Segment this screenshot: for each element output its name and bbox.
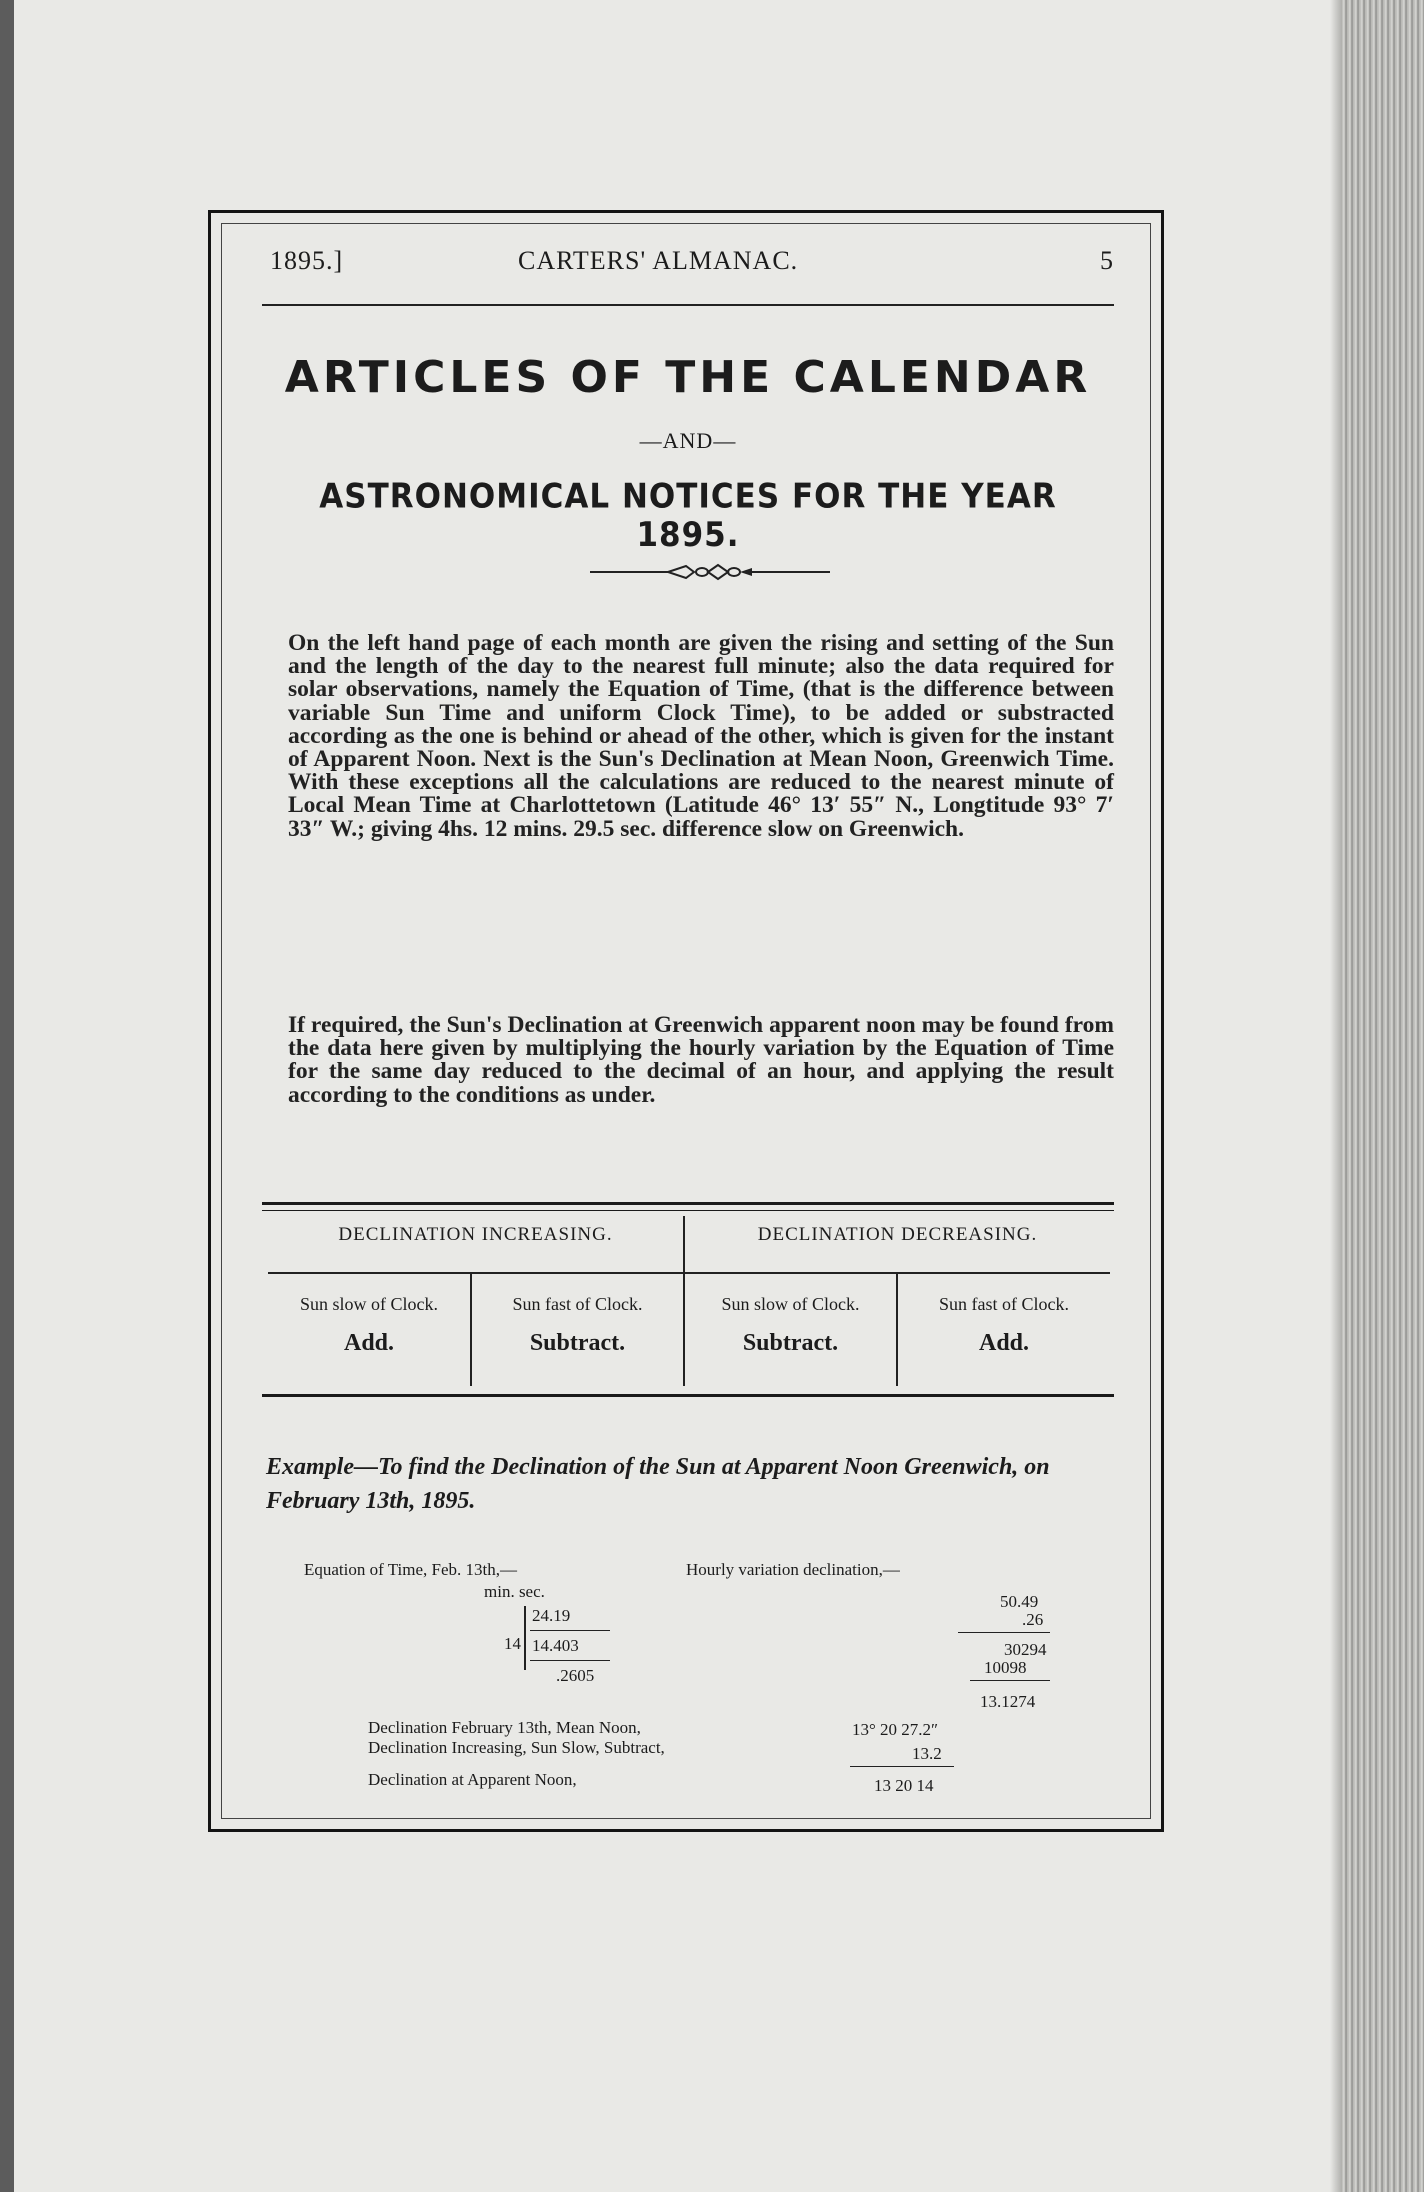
table-heading-rule [268, 1272, 1110, 1274]
multiply-rule-2 [970, 1680, 1050, 1681]
equation-value: 24.19 [532, 1606, 571, 1625]
page-title: ARTICLES OF THE CALENDAR [284, 352, 1092, 403]
partial-product-1: 30294 [1004, 1640, 1047, 1659]
declination-row-label: Declination February 13th, Mean Noon, [368, 1718, 641, 1737]
running-head-year: 1895.] [270, 246, 344, 275]
decreasing-fast-action: Add. [978, 1330, 1030, 1356]
multiply-rule-1 [958, 1632, 1050, 1633]
partial-product-2: 10098 [984, 1658, 1027, 1677]
division-rule-1 [530, 1630, 610, 1631]
ornament-divider-icon [590, 560, 830, 584]
division-rule-2 [530, 1660, 610, 1661]
decreasing-fast-condition: Sun fast of Clock. [939, 1294, 1069, 1314]
decreasing-heading: DECLINATION DECREASING. [757, 1224, 1038, 1245]
increasing-slow-action: Add. [343, 1330, 395, 1356]
increasing-heading: DECLINATION INCREASING. [338, 1224, 613, 1245]
increasing-fast-condition: Sun fast of Clock. [512, 1294, 643, 1314]
example-heading: Example—To find the Declination of the Sun at Apparent Noon Greenwich, on February 13th, 1895. [266, 1454, 1050, 1514]
equation-label: Equation of Time, Feb. 13th,— [304, 1560, 517, 1579]
increasing-fast-action: Subtract. [529, 1330, 626, 1356]
and-line: —AND— [639, 428, 737, 453]
hourly-variation-multiplier: .26 [1022, 1610, 1044, 1629]
decreasing-slow-condition: Sun slow of Clock. [721, 1294, 860, 1314]
hourly-variation-value: 50.49 [1000, 1592, 1039, 1611]
page-number: 5 [1100, 246, 1114, 275]
equation-quotient: 14.403 [532, 1636, 579, 1655]
page-subtitle: ASTRONOMICAL NOTICES FOR THE YEAR 1895. [319, 477, 1057, 555]
header-rule [262, 304, 1114, 306]
declination-row-value: 13 20 14 [874, 1776, 934, 1795]
declination-row-value: 13.2 [912, 1744, 942, 1763]
method-paragraph: If required, the Sun's Declination at Greenwich apparent noon may be found from the data here given by multiplying the hourly variation by the Equation of Time for the same day reduced to the decimal of an hour, and applying the result according to the conditions as under. [288, 1012, 1114, 1108]
book-spine-edge [0, 0, 14, 2192]
hourly-variation-result: 13.1274 [980, 1692, 1036, 1711]
divisor: 14 [504, 1634, 521, 1653]
table-bottom-rule [262, 1394, 1114, 1397]
table-top-rule [262, 1202, 1114, 1205]
intro-paragraph: On the left hand page of each month are given the rising and setting of the Sun and the length of the day to the nearest full minute; also the data required for solar observations, namely the Equation of Time, (that is the difference between variable Sun Time and uniform Clock Time), to be added or substracted according as the one is behind or ahead of the other, which is given for the instant of Apparent Noon. Next is the Sun's Declination at Mean Noon, Greenwich Time. With these exceptions all the calculations are reduced to the nearest minute of Local Mean Time at Charlottetown (Latitude 46° 13′ 55″ N., Longtitude 93° 7′ 33″ W.; giving 4hs. 12 mins. 29.5 sec. difference slow on Greenwich. [288, 630, 1114, 842]
increasing-slow-condition: Sun slow of Clock. [299, 1294, 438, 1314]
table-top-rule-thin [262, 1210, 1114, 1211]
running-head-title: CARTERS' ALMANAC. [518, 246, 799, 275]
subtraction-rule [850, 1766, 954, 1767]
equation-result: .2605 [556, 1666, 595, 1685]
declination-row-label: Declination at Apparent Noon, [368, 1770, 577, 1789]
hourly-variation-label: Hourly variation declination,— [686, 1560, 900, 1579]
min-sec-label: min. sec. [484, 1582, 545, 1601]
division-bracket [524, 1606, 526, 1670]
declination-row-label: Declination Increasing, Sun Slow, Subtract, [368, 1738, 665, 1757]
declination-row-value: 13° 20 27.2″ [852, 1720, 939, 1739]
decreasing-slow-action: Subtract. [742, 1330, 839, 1356]
declination-table [268, 1216, 1110, 1394]
stacked-page-edges [1342, 0, 1424, 2192]
